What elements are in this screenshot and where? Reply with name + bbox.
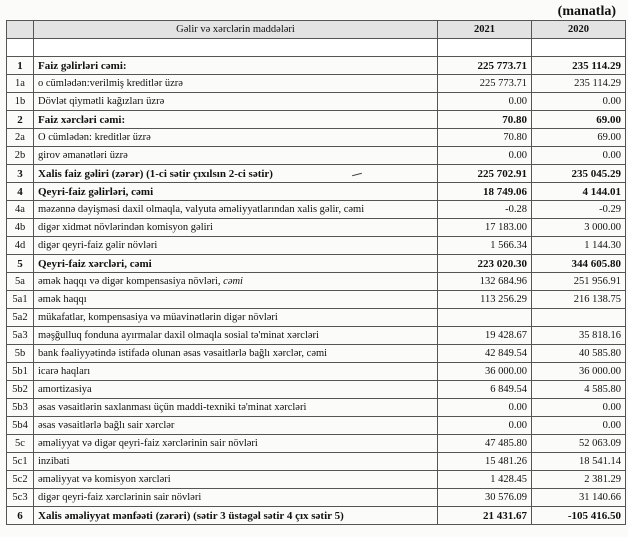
row-value-2020: 235 045.29 <box>532 165 626 183</box>
row-item-label <box>34 201 438 219</box>
row-value-2020: 31 140.66 <box>532 489 626 507</box>
row-item-text: Xalis əməliyyat mənfəəti (zərəri) (sətir 3 üstəgəl sətir 4 çıx sətir 5) <box>38 509 344 522</box>
income-expense-table <box>6 20 626 525</box>
row-value-2020 <box>532 309 626 327</box>
row-item-label <box>34 327 438 345</box>
row-code: 5b3 <box>7 399 34 417</box>
table-row <box>7 111 626 129</box>
row-value-2020: 3 000.00 <box>532 219 626 237</box>
row-code: 1b <box>7 93 34 111</box>
row-value-2020: -0.29 <box>532 201 626 219</box>
table-row <box>7 435 626 453</box>
row-value-2021: 21 431.67 <box>438 507 532 525</box>
unit-label: (manatla) <box>557 4 616 19</box>
row-item-text: O cümlədən: kreditlər üzrə <box>38 131 151 143</box>
row-item-text: Qeyri-faiz xərcləri, cəmi <box>38 257 152 270</box>
row-value-2021: 6 849.54 <box>438 381 532 399</box>
table-body <box>7 57 626 525</box>
row-code: 5c1 <box>7 453 34 471</box>
row-value-2021: 0.00 <box>438 93 532 111</box>
table-row <box>7 237 626 255</box>
table-row <box>7 471 626 489</box>
row-item-text: inzibati <box>38 455 70 467</box>
row-item-label <box>34 435 438 453</box>
row-item-label <box>34 399 438 417</box>
table-row <box>7 291 626 309</box>
row-value-2020: 235 114.29 <box>532 75 626 93</box>
row-item-label <box>34 381 438 399</box>
row-value-2020: 69.00 <box>532 111 626 129</box>
row-item-label <box>34 147 438 165</box>
row-item-label <box>34 309 438 327</box>
row-code: 2b <box>7 147 34 165</box>
row-item-label <box>34 75 438 93</box>
row-item-label <box>34 489 438 507</box>
header-year-2021: 2021 <box>438 21 532 39</box>
row-value-2021: 42 849.54 <box>438 345 532 363</box>
row-value-2021: 0.00 <box>438 417 532 435</box>
table-row <box>7 183 626 201</box>
row-item-text: əmək haqqı və digər kompensasiya növləri, <box>38 275 224 287</box>
row-item-label <box>34 273 438 291</box>
row-value-2020: 2 381.29 <box>532 471 626 489</box>
row-item-text: Faiz gəlirləri cəmi: <box>38 59 127 72</box>
table-row <box>7 255 626 273</box>
table-row <box>7 219 626 237</box>
row-code: 5a1 <box>7 291 34 309</box>
row-item-label <box>34 291 438 309</box>
row-item-text: Qeyri-faiz gəlirləri, cəmi <box>38 185 154 198</box>
row-value-2021: 225 773.71 <box>438 57 532 75</box>
row-item-label <box>34 183 438 201</box>
row-value-2020: -105 416.50 <box>532 507 626 525</box>
row-value-2020: 4 585.80 <box>532 381 626 399</box>
row-value-2020: 40 585.80 <box>532 345 626 363</box>
row-item-text: digər qeyri-faiz gəlir növləri <box>38 239 158 251</box>
row-item-label <box>34 255 438 273</box>
row-code: 5c2 <box>7 471 34 489</box>
row-code: 5a <box>7 273 34 291</box>
row-item-label <box>34 93 438 111</box>
row-value-2020: 52 063.09 <box>532 435 626 453</box>
table-row <box>7 489 626 507</box>
row-value-2021: 15 481.26 <box>438 453 532 471</box>
row-item-text: mükafatlar, kompensasiya və müavinətlərin digər növləri <box>38 311 278 323</box>
row-value-2020: 69.00 <box>532 129 626 147</box>
row-code: 5a2 <box>7 309 34 327</box>
table-row <box>7 57 626 75</box>
row-item-text: əsas vəsaitlərin saxlanması üçün maddi-texniki tə'minat xərcləri <box>38 401 307 413</box>
row-code: 6 <box>7 507 34 525</box>
row-item-text: məşğulluq fonduna ayırmalar daxil olmaqla sosial tə'minat xərcləri <box>38 329 319 341</box>
row-item-italic-text: cəmi <box>223 275 243 287</box>
row-value-2021: 0.00 <box>438 399 532 417</box>
row-code: 4a <box>7 201 34 219</box>
header-year-2020: 2020 <box>532 21 626 39</box>
row-value-2021: 36 000.00 <box>438 363 532 381</box>
table-row <box>7 129 626 147</box>
row-item-label <box>34 417 438 435</box>
row-item-text: Xalis faiz gəliri (zərər) (1-ci sətir çıxılsın 2-ci sətir) <box>38 167 273 180</box>
row-item-text: digər qeyri-faiz xərclərinin sair növləri <box>38 491 202 503</box>
row-value-2021: 17 183.00 <box>438 219 532 237</box>
row-code: 1 <box>7 57 34 75</box>
row-item-text: məzənnə dəyişməsi daxil olmaqla, valyuta əməliyyatlarından xalis gəlir, cəmi <box>38 203 365 215</box>
header-code-cell <box>7 21 34 39</box>
row-code: 2 <box>7 111 34 129</box>
row-item-text: o cümlədən:verilmiş kreditlər üzrə <box>38 77 183 89</box>
row-item-text: bank fəaliyyətində istifadə olunan əsas vəsaitlərlə bağlı xərclər, cəmi <box>38 347 328 359</box>
row-value-2021: -0.28 <box>438 201 532 219</box>
row-value-2021: 30 576.09 <box>438 489 532 507</box>
row-item-label <box>34 345 438 363</box>
table-row <box>7 507 626 525</box>
row-code: 5a3 <box>7 327 34 345</box>
row-value-2021: 113 256.29 <box>438 291 532 309</box>
row-item-label <box>34 111 438 129</box>
row-code: 5b1 <box>7 363 34 381</box>
row-value-2020: 35 818.16 <box>532 327 626 345</box>
table-row <box>7 363 626 381</box>
row-value-2021: 225 702.91 <box>438 165 532 183</box>
header-item-title: Gəlir və xərclərin maddələri <box>34 21 438 39</box>
row-item-text: əmək haqqı <box>38 293 87 305</box>
row-item-label <box>34 57 438 75</box>
row-code: 5b4 <box>7 417 34 435</box>
row-value-2021: 18 749.06 <box>438 183 532 201</box>
row-item-text: əsas vəsaitlərlə bağlı sair xərclər <box>38 419 175 431</box>
row-value-2020: 216 138.75 <box>532 291 626 309</box>
row-code: 5 <box>7 255 34 273</box>
row-item-label <box>34 219 438 237</box>
row-value-2020: 0.00 <box>532 147 626 165</box>
row-item-text: Faiz xərcləri cəmi: <box>38 113 126 126</box>
row-item-text: digər xidmət növlərindən komisyon gəliri <box>38 221 213 233</box>
row-item-text: əməliyyat və komisyon xərcləri <box>38 473 171 485</box>
row-value-2021: 225 773.71 <box>438 75 532 93</box>
row-value-2020: 36 000.00 <box>532 363 626 381</box>
table-row <box>7 309 626 327</box>
row-code: 1a <box>7 75 34 93</box>
row-item-label <box>34 471 438 489</box>
row-value-2021: 132 684.96 <box>438 273 532 291</box>
row-value-2021: 0.00 <box>438 147 532 165</box>
row-item-label <box>34 165 438 183</box>
row-value-2021: 1 428.45 <box>438 471 532 489</box>
table-row <box>7 327 626 345</box>
row-value-2020: 4 144.01 <box>532 183 626 201</box>
row-value-2021: 70.80 <box>438 129 532 147</box>
row-item-label <box>34 129 438 147</box>
row-value-2021 <box>438 309 532 327</box>
row-code: 3 <box>7 165 34 183</box>
row-item-label <box>34 363 438 381</box>
table-row <box>7 453 626 471</box>
row-value-2021: 1 566.34 <box>438 237 532 255</box>
table-row <box>7 345 626 363</box>
table-row <box>7 147 626 165</box>
row-item-text: əməliyyat və digər qeyri-faiz xərclərinin sair növləri <box>38 437 258 449</box>
table-row <box>7 273 626 291</box>
row-code: 5b <box>7 345 34 363</box>
table-row <box>7 165 626 183</box>
row-value-2020: 1 144.30 <box>532 237 626 255</box>
row-item-label <box>34 507 438 525</box>
row-code: 5b2 <box>7 381 34 399</box>
row-code: 4d <box>7 237 34 255</box>
row-value-2020: 0.00 <box>532 399 626 417</box>
table-row <box>7 417 626 435</box>
table-row <box>7 201 626 219</box>
row-item-label <box>34 237 438 255</box>
row-value-2020: 0.00 <box>532 417 626 435</box>
row-item-text: icarə haqları <box>38 365 91 377</box>
row-item-label <box>34 453 438 471</box>
row-item-text: Dövlət qiymətli kağızları üzrə <box>38 95 165 107</box>
table-row <box>7 93 626 111</box>
table-row <box>7 75 626 93</box>
row-code: 5c3 <box>7 489 34 507</box>
row-value-2021: 70.80 <box>438 111 532 129</box>
row-value-2020: 0.00 <box>532 93 626 111</box>
row-code: 2a <box>7 129 34 147</box>
row-code: 4b <box>7 219 34 237</box>
table-header-row <box>7 21 626 39</box>
header-spacer-row <box>7 39 626 57</box>
row-value-2020: 235 114.29 <box>532 57 626 75</box>
row-value-2021: 47 485.80 <box>438 435 532 453</box>
row-code: 5c <box>7 435 34 453</box>
table-row <box>7 381 626 399</box>
row-value-2021: 223 020.30 <box>438 255 532 273</box>
row-value-2021: 19 428.67 <box>438 327 532 345</box>
row-value-2020: 251 956.91 <box>532 273 626 291</box>
table-row <box>7 399 626 417</box>
row-value-2020: 18 541.14 <box>532 453 626 471</box>
row-value-2020: 344 605.80 <box>532 255 626 273</box>
row-item-text: amortizasiya <box>38 383 92 395</box>
row-code: 4 <box>7 183 34 201</box>
row-item-text: girov əmanətləri üzrə <box>38 149 128 161</box>
